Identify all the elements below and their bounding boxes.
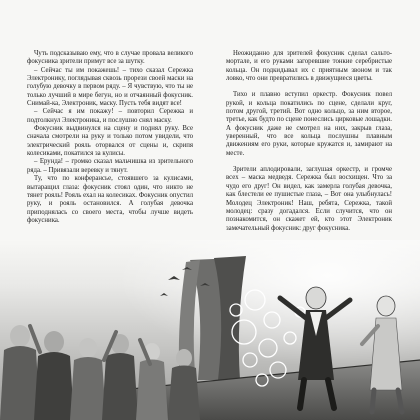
paragraph: Чуть подсказываю ему, что в случае провала великого фокусника зрители примут все за шутку.	[27, 50, 193, 66]
left-text-column	[27, 50, 193, 225]
paragraph: Фокусник выдвинулся на сцену и поднял руку. Все сначала смотрели на руку и только потом увидели, что электрический рояль оторвался от сцены и, скрипя колесиками, покатился за кулисы.	[27, 125, 193, 158]
paragraph: – Ерунда! – громко сказал мальчишка из зрительного ряда. – Привязали веревку и тянут.	[27, 158, 193, 174]
paragraph: – Сейчас ты им покажешь! – тихо сказал Сережка Электронику, поглядывая сквозь прорези своей маски на голубую девочку в первом ряду. – Я чувствую, что ты не только лучший в мире бегун, но и отчаянный фокусник. Снимай-ка, Электроник, маску. Пусть тебя видят все!	[27, 66, 193, 108]
stage-curtain	[179, 256, 246, 385]
paragraph: – Сейчас я им покажу! – повторил Сережка и подтолкнул Электроника, и послушно снял маску.	[27, 108, 193, 124]
paragraph: Тихо и плавно вступил оркестр. Фокусник повел рукой, и кольца покатились по сцене, сделали круг, потом другой, третий. Вот одно кольцо, за ним второе, третье, как будто по сцене понеслись цирковые лошадки. А фокусник даже не смотрел на них, закрыв глаза, уверенный, что все кольца послушны плавным движениям его руки, которые кружатся и, замирают на месте.	[226, 91, 392, 157]
right-text-column	[226, 50, 392, 233]
paragraph: Зрители аплодировали, заглушая оркестр, и громче всех – маска медведя. Сережка был восхищен. Что за чудо его друг! Он видел, как замерла голубая девочка, как блестели ее пушистые глаза, – Вот она улыбнулась! Молодец Электроник! Наш, ребята, Сережка, такой молодец: сразу догадался. Если случится, что он познакомится, он скажет ей, кто этот Электроник замечательный фокусник: друг фокусника.	[226, 166, 392, 232]
stage-scene-drawing	[0, 240, 420, 420]
paragraph: Ту, что по конферансье, стоявшего за кулисами, вытаращил глаза: фокусник стоял один, что никто не тянет рояль! Рояль ехал на колесиках. Фокусник опустил руку, и рояль остановился. А голубая девочка приподнялась со своего места, чтобы лучше видеть фокусника.	[27, 175, 193, 224]
paragraph: Неожиданно для зрителей фокусник сделал сальто-мортале, и его руками загоревшие тонкие серебристые кольца. Он подкидывал их с приятным звоном и так ловко, что они превратились в движущиеся цветы.	[226, 50, 392, 83]
stage-illustration	[0, 240, 420, 420]
